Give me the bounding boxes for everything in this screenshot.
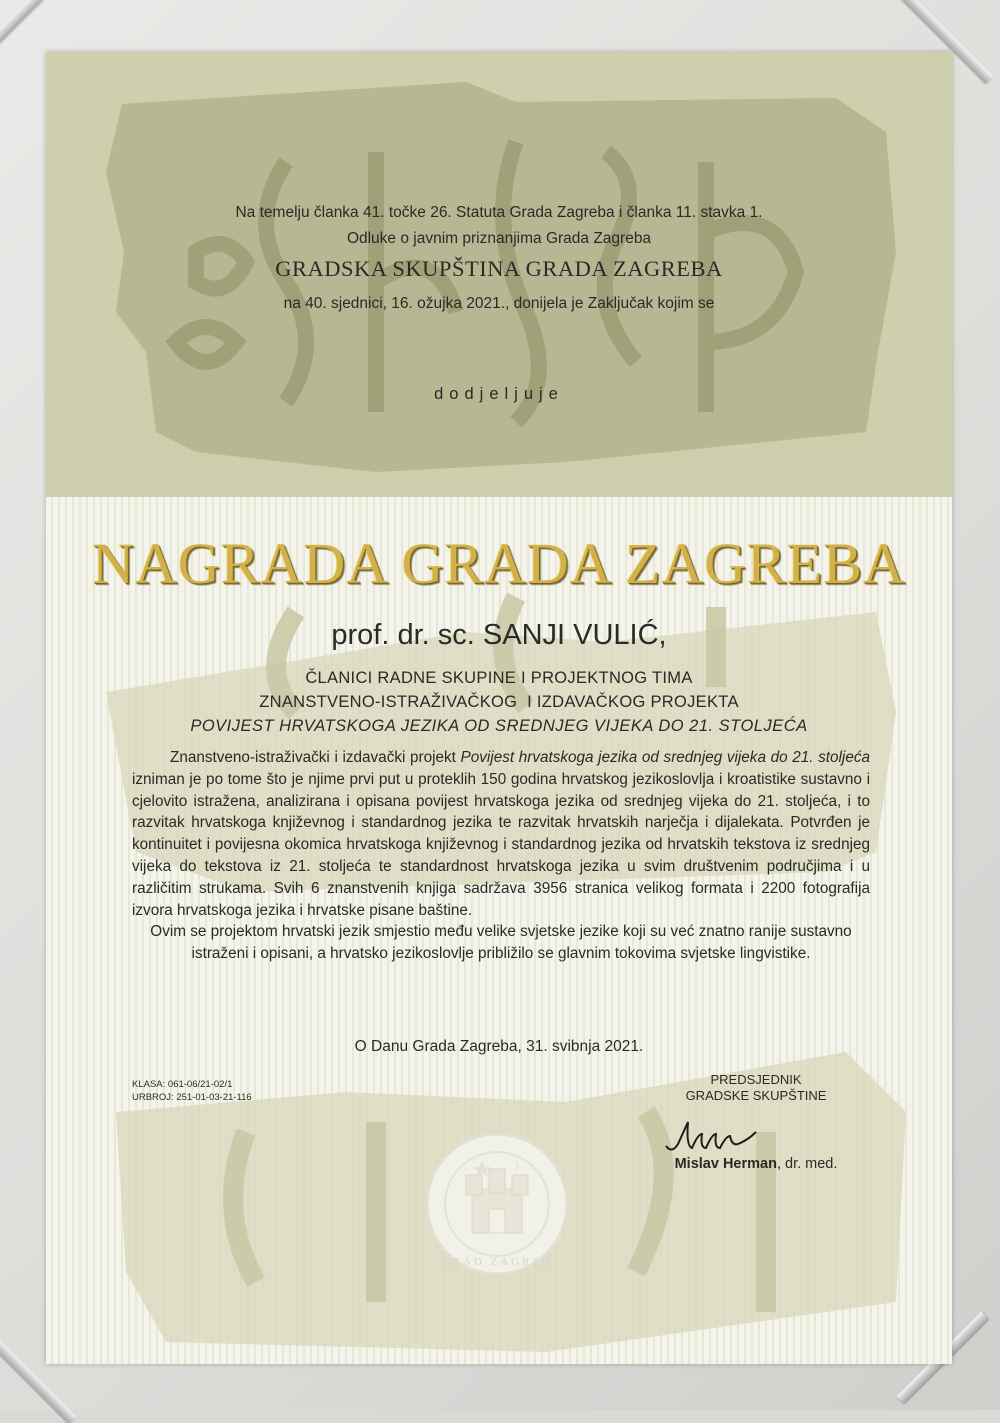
- signer-title: , dr. med.: [776, 1156, 838, 1172]
- signer-name: Mislav Herman: [674, 1156, 777, 1172]
- legal-basis-line-1: Na temelju članka 41. točke 26. Statuta Grada Zagreba i članka 11. stavka 1.: [235, 204, 763, 221]
- role-line-2: ZNANSTVENO-ISTRAŽIVAČKOG I IZDAVAČKOG PROJEKTA: [259, 693, 739, 711]
- assembly-name: GRADSKA SKUPŠTINA GRADA ZAGREBA: [275, 256, 723, 281]
- urbroj-number: URBROJ: 251-01-03-21-116: [132, 1092, 252, 1103]
- president-line-2: GRADSKE SKUPŠTINE: [685, 1088, 827, 1103]
- citation-text: [132, 747, 870, 965]
- registry-numbers: [132, 1078, 252, 1104]
- citation-paragraph-1: [132, 747, 870, 921]
- citation-p1-project: Povijest hrvatskoga jezika od srednjeg vijeka do 21. stoljeća: [460, 749, 870, 766]
- embossed-city-seal: [422, 1129, 572, 1279]
- klasa-number: KLASA: 061-06/21-02/1: [132, 1079, 233, 1090]
- citation-paragraph-2: Ovim se projektom hrvatski jezik smjestio među velike svjetske jezike koji su već znatno ranije sustavno istraženi i opisani, a hrvatsko jezikoslovlje približilo se glavnim tokovima svjetske lingvistike.: [150, 923, 852, 963]
- seal-text: GRAD ZAGREB: [441, 1256, 553, 1268]
- project-title: POVIJEST HRVATSKOGA JEZIKA OD SREDNJEG VIJEKA DO 21. STOLJEĆA: [190, 717, 808, 735]
- legal-basis-line-2: Odluke o javnim priznanjima Grada Zagreba: [346, 230, 652, 247]
- role-line-1: ČLANICI RADNE SKUPINE I PROJEKTNOG TIMA: [305, 669, 693, 687]
- president-line-1: PREDSJEDNIK: [710, 1072, 802, 1087]
- handwritten-signature: [656, 1116, 766, 1156]
- recipient-name: SANJI VULIĆ,: [482, 619, 667, 651]
- certificate-sheet: [46, 52, 952, 1364]
- signer: [606, 1156, 906, 1172]
- awards-word: dodjeljuje: [434, 385, 564, 403]
- legal-basis: [46, 200, 952, 252]
- president-title: [606, 1072, 906, 1104]
- recipient-roles: [46, 666, 952, 738]
- session-line: na 40. sjednici, 16. ožujka 2021., donijela je Zaključak kojim se: [283, 295, 715, 312]
- award-title: NAGRADA GRADA ZAGREBA: [92, 531, 906, 596]
- recipient: [46, 619, 952, 652]
- citation-p1-start: Znanstveno-istraživački i izdavački projekt: [170, 749, 461, 766]
- citation-p1-rest: izniman je po tome što je njime prvi put u proteklih 150 godina hrvatskog jezikoslovlja i kroatistike sustavno i cjelovito istražena, analizirana i opisana povijest hrvatskoga jezika od srednjeg vijeka do 21. stoljeća, i to razvitak hrvatskoga književnog i standardnog jezika te razvitak hrvatskih narječja i dijalekata. Potvrđen je kontinuitet i povijesna okomica hrvatskoga književnog i standardnog jezika od hrvatskih tekstova iz srednjeg vijeka do tekstova iz 21. stoljeća te standardnost hrvatskoga jezika u svim društvenim područjima i u različitim strukama. Svih 6 znanstvenih knjiga sadržava 3956 stranica velikog formata i 2200 fotografija izvora hrvatskoga jezika i hrvatske pisane baštine.: [132, 770, 870, 919]
- issue-date: O Danu Grada Zagreba, 31. svibnja 2021.: [354, 1038, 644, 1055]
- recipient-prefix: prof. dr. sc.: [331, 619, 475, 651]
